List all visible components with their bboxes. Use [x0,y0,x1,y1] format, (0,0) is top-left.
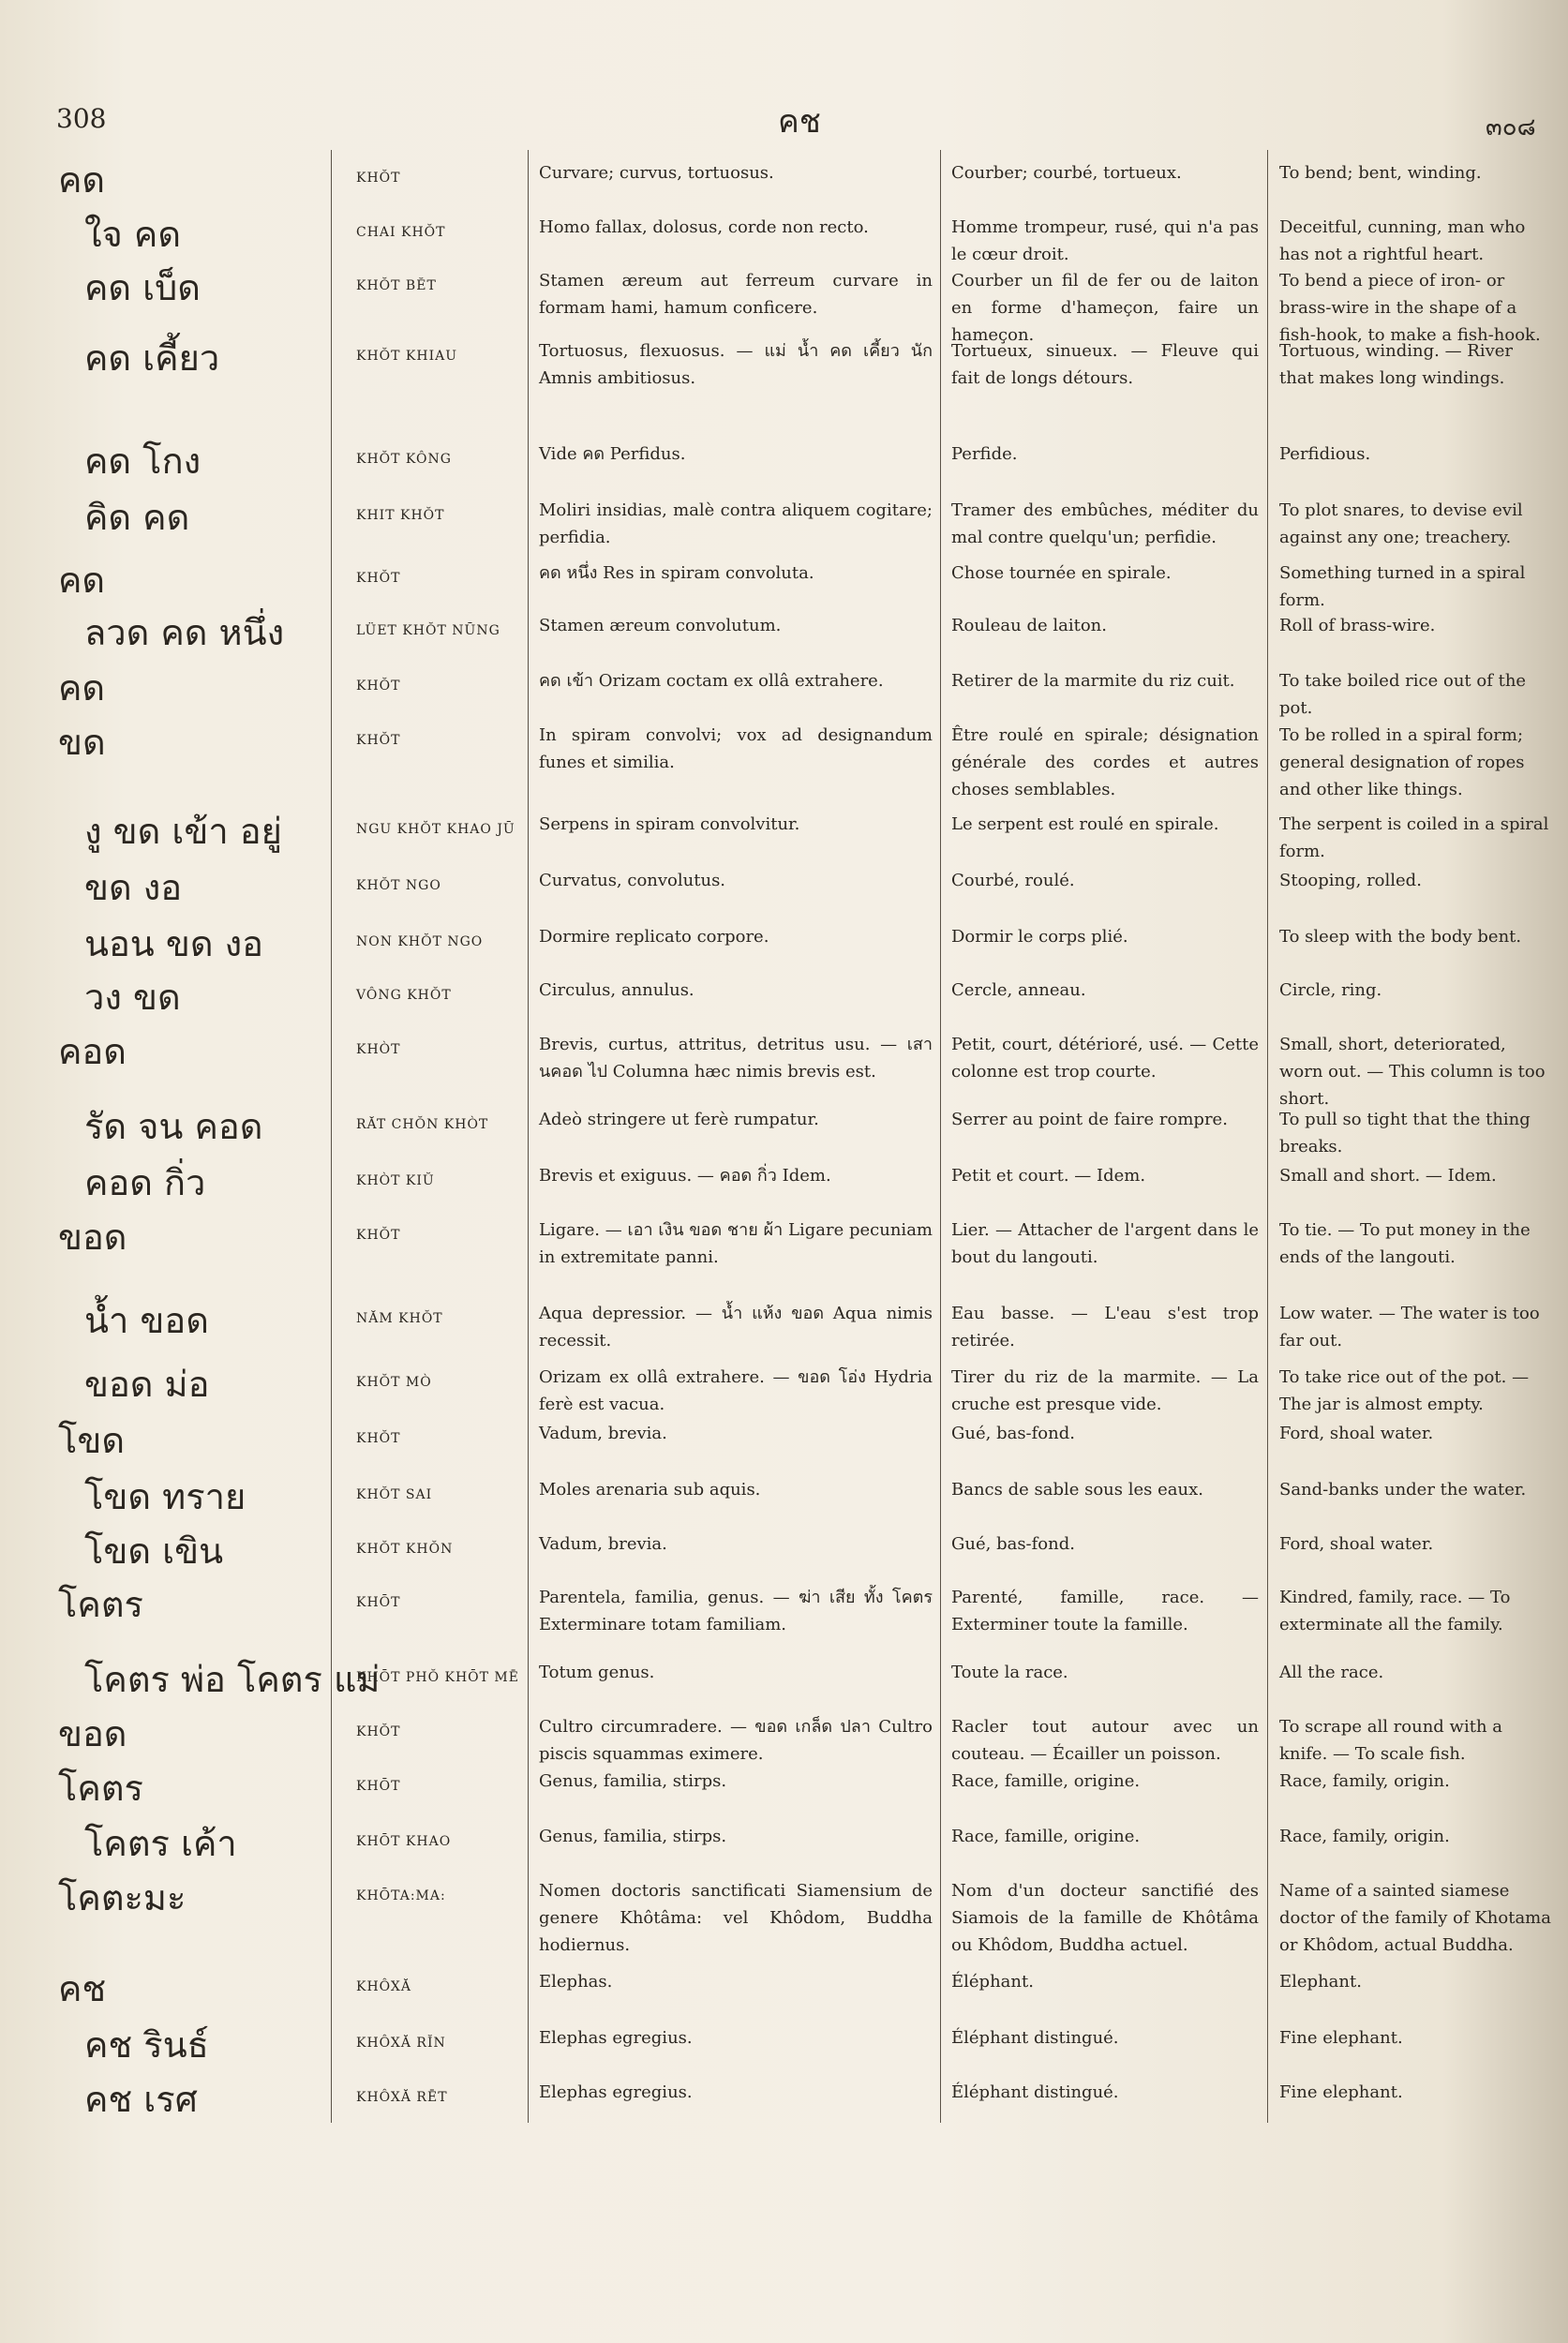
french-definition: Courbé, roulé. [951,871,1075,890]
latin-definition: Genus, familia, stirps. [539,1827,727,1846]
thai-headword: ใจ คด [84,214,181,255]
thai-headword: ขด [58,722,106,763]
english-definition: Sand-banks under the water. [1279,1480,1527,1500]
thai-headword: โคตร [58,1768,143,1809]
english-definition: To tie. — To put money in the ends of the langouti. [1279,1220,1531,1267]
thai-headword: ขอด [58,1713,127,1754]
french-definition: Race, famille, origine. [951,1827,1141,1846]
english-definition: To take boiled rice out of the pot. [1279,671,1527,718]
french-definition: Bancs de sable sous les eaux. [951,1480,1203,1500]
thai-headword: ขอด [58,1216,127,1258]
romanization: KHŌT KHAO [356,1834,452,1849]
romanization: KHŎT SAI [356,1487,433,1502]
romanization: KHŎT BĔT [356,278,437,293]
latin-definition: Brevis, curtus, attritus, detritus usu. — เสา นคอด ไป Columna hæc nimis brevis est. [539,1035,933,1082]
english-definition: Deceitful, cunning, man who has not a rightful heart. [1279,217,1526,264]
thai-headword: โคตะมะ [58,1877,187,1918]
latin-definition: Vadum, brevia. [539,1534,667,1554]
english-definition: Circle, ring. [1279,980,1382,1000]
english-definition: To sleep with the body bent. [1279,927,1522,947]
thai-headword: คช เรศ [84,2079,198,2120]
romanization: KHÒT KIŬ [356,1173,435,1188]
romanization: KHÔXĂ [356,1979,411,1994]
romanization: VÔNG KHŎT [356,988,452,1003]
latin-definition: Cultro circumradere. — ขอด เกล็ด ปลา Cultro piscis squammas eximere. [539,1717,933,1764]
french-definition: Chose tournée en spirale. [951,563,1172,583]
thai-headword: คด [58,667,106,709]
english-definition: Small and short. — Idem. [1279,1166,1497,1186]
romanization: KHŎT [356,171,401,186]
french-definition: Toute la race. [951,1663,1068,1682]
french-definition: Éléphant. [951,1972,1034,1992]
english-definition: Tortuous, winding. — River that makes long windings. [1279,341,1514,388]
french-definition: Dormir le corps plié. [951,927,1128,947]
thai-headword: คด โกง [84,440,202,482]
english-definition: Elephant. [1279,1972,1362,1992]
romanization: KHŎT [356,1431,401,1446]
romanization: KHŌTA:MA: [356,1888,446,1903]
french-definition: Courber; courbé, tortueux. [951,163,1182,183]
romanization: CHAI KHŎT [356,225,446,240]
latin-definition: Curvatus, convolutus. [539,871,726,890]
latin-definition: Vadum, brevia. [539,1424,667,1443]
english-definition: Race, family, origin. [1279,1771,1450,1791]
english-definition: Perfidious. [1279,444,1371,464]
romanization: KHŎT [356,1724,401,1739]
english-definition: Race, family, origin. [1279,1827,1450,1846]
english-definition: Ford, shoal water. [1279,1534,1434,1554]
english-definition: The serpent is coiled in a spiral form. [1279,814,1549,861]
romanization: KHŌT PHŎ KHŌT MĒ [356,1670,519,1685]
french-definition: Tortueux, sinueux. — Fleuve qui fait de longs détours. [951,341,1259,388]
thai-headword: โขด [58,1420,126,1461]
english-definition: Stooping, rolled. [1279,871,1422,890]
english-definition: Ford, shoal water. [1279,1424,1434,1443]
thai-headword: คด [58,560,106,601]
french-definition: Être roulé en spirale; désignation générale des cordes et autres choses semblables. [951,725,1259,799]
thai-headword: คิด คด [84,497,190,538]
page-header-title: คช [778,103,821,141]
column-divider [1267,150,1268,2123]
column-divider [331,150,332,2123]
romanization: KHŌT [356,1595,401,1610]
romanization: LÜET KHŎT NŪNG [356,623,500,638]
latin-definition: In spiram convolvi; vox ad designandum funes et similia. [539,725,933,772]
latin-definition: คด หนึ่ง Res in spiram convoluta. [539,563,814,583]
thai-headword: โขด เขิน [84,1530,224,1572]
english-definition: Roll of brass-wire. [1279,616,1436,635]
french-definition: Racler tout autour avec un couteau. — Écailler un poisson. [951,1717,1259,1764]
english-definition: All the race. [1279,1663,1384,1682]
romanization: KHŌT [356,1779,401,1794]
latin-definition: Circulus, annulus. [539,980,694,1000]
thai-headword: ขด งอ [84,867,183,908]
latin-definition: Stamen æreum convolutum. [539,616,782,635]
french-definition: Tirer du riz de la marmite. — La cruche est presque vide. [951,1367,1259,1414]
thai-headword: คอด [58,1031,127,1072]
french-definition: Courber un fil de fer ou de laiton en forme d'hameçon, faire un hameçon. [951,271,1259,345]
french-definition: Rouleau de laiton. [951,616,1107,635]
french-definition: Le serpent est roulé en spirale. [951,814,1219,834]
latin-definition: Aqua depressior. — น้ำ แห้ง ขอด Aqua nimis recessit. [539,1304,933,1351]
english-definition: To bend a piece of iron- or brass-wire in the shape of a fish-hook, to make a fish-hook. [1279,271,1541,345]
romanization: RĂT CHŎN KHÒT [356,1117,489,1132]
latin-definition: Ligare. — เอา เงิน ขอด ชาย ผ้า Ligare pecuniam in extremitate panni. [539,1220,933,1267]
thai-headword: คอด กิ่ว [84,1162,206,1203]
thai-headword: วง ขด [84,977,181,1018]
thai-headword: งู ขด เข้า อยู่ [84,811,282,852]
thai-headword: นอน ขด งอ [84,923,263,964]
thai-headword: คด เคี้ยว [84,337,220,379]
romanization: KHŎT KHŎN [356,1542,454,1557]
latin-definition: Orizam ex ollâ extrahere. — ขอด โอ่ง Hydria ferè est vacua. [539,1367,933,1414]
latin-definition: Elephas egregius. [539,2028,693,2048]
romanization: KHIT KHŎT [356,508,445,523]
french-definition: Serrer au point de faire rompre. [951,1110,1228,1129]
column-divider [528,150,529,2123]
thai-headword: น้ำ ขอด [84,1300,209,1341]
thai-headword: ลวด คด หนึ่ง [84,612,285,653]
english-definition: Small, short, deteriorated, worn out. — This column is too short. [1279,1035,1546,1109]
latin-definition: Tortuosus, flexuosus. — แม่ น้ำ คด เคี้ยว นัก Amnis ambitiosus. [539,341,933,388]
page-number-left: 308 [56,103,107,134]
latin-definition: Brevis et exiguus. — คอด กิ่ว Idem. [539,1166,831,1186]
romanization: KHŎT [356,1228,401,1243]
romanization: KHŎT KHIAU [356,349,458,364]
latin-definition: Moles arenaria sub aquis. [539,1480,761,1500]
latin-definition: Totum genus. [539,1663,655,1682]
french-definition: Éléphant distingué. [951,2028,1119,2048]
romanization: KHÒT [356,1042,401,1057]
english-definition: Something turned in a spiral form. [1279,563,1526,610]
latin-definition: Serpens in spiram convolvitur. [539,814,800,834]
english-definition: To plot snares, to devise evil against any one; treachery. [1279,500,1523,547]
french-definition: Parenté, famille, race. — Exterminer toute la famille. [951,1588,1259,1634]
latin-definition: Vide คด Perfidus. [539,444,686,464]
thai-headword: รัด จน คอด [84,1106,263,1147]
french-definition: Nom d'un docteur sanctifié des Siamois de la famille de Khôtâma ou Khôdom, Buddha actuel. [951,1881,1259,1955]
english-definition: Low water. — The water is too far out. [1279,1304,1540,1351]
romanization: NĂM KHŎT [356,1311,443,1326]
thai-headword: โคตร เค้า [84,1823,237,1864]
french-definition: Lier. — Attacher de l'argent dans le bout du langouti. [951,1220,1259,1267]
romanization: KHŎT [356,571,401,586]
romanization: NON KHŎT NGO [356,934,484,949]
english-definition: To pull so tight that the thing breaks. [1279,1110,1531,1157]
english-definition: Fine elephant. [1279,2082,1403,2102]
french-definition: Retirer de la marmite du riz cuit. [951,671,1235,691]
french-definition: Petit, court, détérioré, usé. — Cette colonne est trop courte. [951,1035,1259,1082]
english-definition: Fine elephant. [1279,2028,1403,2048]
romanization: KHÔXĂ RĬN [356,2036,446,2051]
french-definition: Homme trompeur, rusé, qui n'a pas le cœur droit. [951,217,1259,264]
latin-definition: Curvare; curvus, tortuosus. [539,163,774,183]
romanization: KHÔXĂ RĒT [356,2090,448,2105]
french-definition: Petit et court. — Idem. [951,1166,1146,1186]
english-definition: To scrape all round with a knife. — To scale fish. [1279,1717,1502,1764]
latin-definition: Genus, familia, stirps. [539,1771,727,1791]
french-definition: Perfide. [951,444,1018,464]
latin-definition: Dormire replicato corpore. [539,927,769,947]
latin-definition: Stamen æreum aut ferreum curvare in formam hami, hamum conficere. [539,271,933,318]
french-definition: Éléphant distingué. [951,2082,1119,2102]
romanization: NGU KHŎT KHAO JŪ [356,822,515,837]
thai-headword: โขด ทราย [84,1476,246,1517]
latin-definition: Elephas egregius. [539,2082,693,2102]
french-definition: Gué, bas-fond. [951,1424,1075,1443]
romanization: KHŎT NGO [356,878,441,893]
french-definition: Eau basse. — L'eau s'est trop retirée. [951,1304,1259,1351]
thai-headword: คด เบ็ด [84,267,201,308]
latin-definition: Homo fallax, dolosus, corde non recto. [539,217,869,237]
thai-headword: คช รินธ์ [84,2024,209,2066]
english-definition: Kindred, family, race. — To exterminate all the family. [1279,1588,1511,1634]
thai-headword: คด [58,159,106,201]
thai-headword: โคตร พ่อ โคตร แม่ [84,1659,381,1700]
thai-headword: โคตร [58,1584,143,1625]
column-divider [940,150,941,2123]
latin-definition: คด เข้า Orizam coctam ex ollâ extrahere. [539,671,884,691]
latin-definition: Parentela, familia, genus. — ฆ่า เสีย ทั้ง โคตร Exterminare totam familiam. [539,1588,933,1634]
thai-headword: คช [58,1968,107,2009]
english-definition: To take rice out of the pot. — The jar is almost empty. [1279,1367,1530,1414]
latin-definition: Elephas. [539,1972,613,1992]
latin-definition: Adeò stringere ut ferè rumpatur. [539,1110,819,1129]
latin-definition: Moliri insidias, malè contra aliquem cogitare; perfidia. [539,500,933,547]
romanization: KHŎT [356,679,401,694]
romanization: KHŎT KÔNG [356,452,452,467]
french-definition: Race, famille, origine. [951,1771,1141,1791]
french-definition: Gué, bas-fond. [951,1534,1075,1554]
thai-headword: ขอด ม่อ [84,1364,210,1405]
romanization: KHŎT MÒ [356,1375,432,1390]
english-definition: Name of a sainted siamese doctor of the family of Khotama or Khôdom, actual Buddha. [1279,1881,1551,1955]
french-definition: Cercle, anneau. [951,980,1086,1000]
english-definition: To bend; bent, winding. [1279,163,1482,183]
french-definition: Tramer des embûches, méditer du mal contre quelqu'un; perfidie. [951,500,1259,547]
romanization: KHŎT [356,733,401,748]
latin-definition: Nomen doctoris sanctificati Siamensium de genere Khôtâma: vel Khôdom, Buddha hodiernus. [539,1881,933,1955]
page-number-right: ๓๐๘ [1486,113,1536,142]
english-definition: To be rolled in a spiral form; general designation of ropes and other like things. [1279,725,1525,799]
